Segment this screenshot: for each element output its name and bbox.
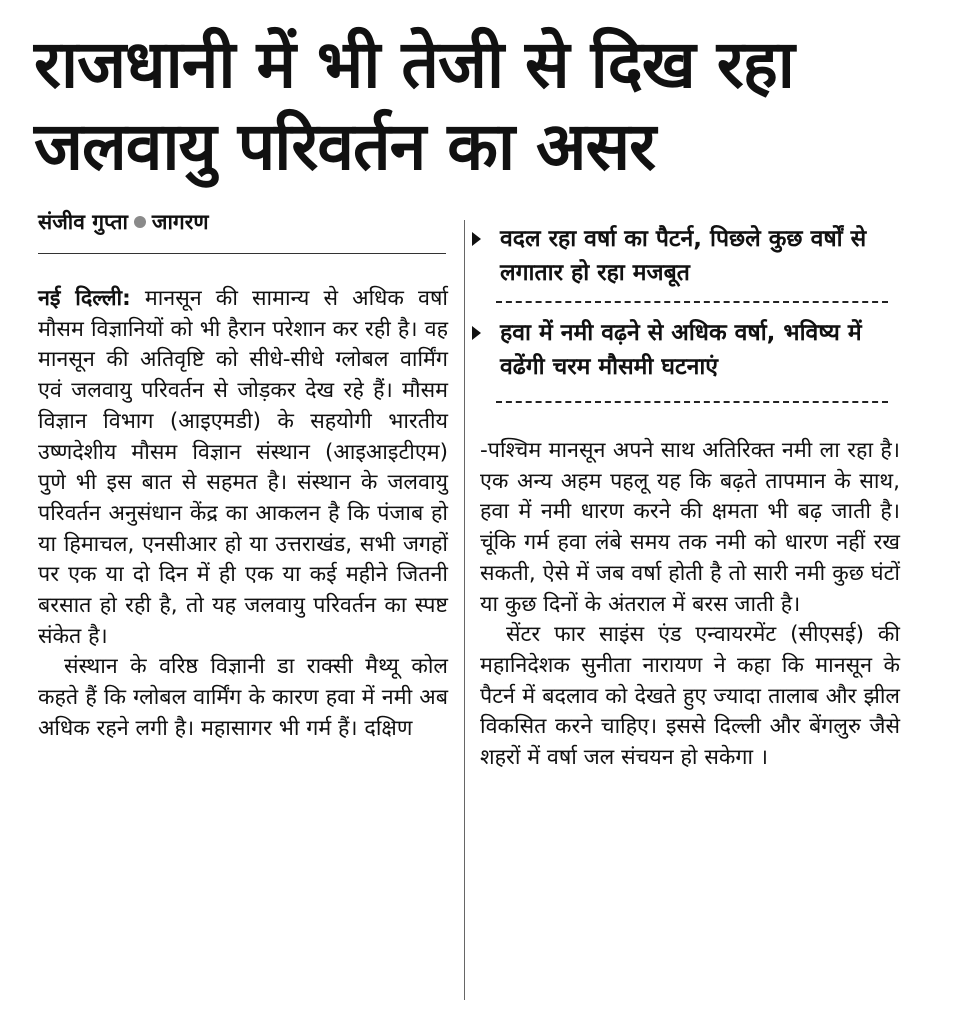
highlight-2-text: हवा में नमी वढ़ने से अधिक वर्षा, भविष्य में वढेंगी चरम मौसमी घटनाएं <box>500 320 862 380</box>
highlight-1-text: वदल रहा वर्षा का पैटर्न, पिछले कुछ वर्षों से लगातार हो रहा मजबूत <box>500 226 867 286</box>
byline-source: जागरण <box>151 210 209 234</box>
headline-line-1: राजधानी में भी तेजी से दिख रहा <box>34 26 794 103</box>
left-column <box>38 284 448 745</box>
dateline: नई दिल्ली: <box>38 286 131 311</box>
right-paragraph-1: -पश्चिम मानसून अपने साथ अतिरिक्त नमी ला रहा है। एक अन्य अहम पहलू यह कि बढ़ते तापमान के साथ, हवा में नमी धारण करने की क्षमता भी बढ़ जाती है। चूंकि गर्म हवा लंबे समय तक नमी को धारण नहीं रख सकती, ऐसे में जब वर्षा होती है तो सारी नमी कुछ घंटों या कुछ दिनों के अंतराल में बरस जाती है। <box>480 438 900 617</box>
article-headline <box>34 24 954 188</box>
highlight-arrow-icon <box>472 232 481 246</box>
left-paragraph-1-text: मानसून की सामान्य से अधिक वर्षा मौसम विज्ञानियों को भी हैरान परेशान कर रही है। वह मानसून की अतिवृष्टि को सीधे-सीधे ग्लोबल वार्मिंग एवं जलवायु परिवर्तन से जोड़कर देख रहे हैं। मौसम विज्ञान विभाग (आइएमडी) के सहयोगी भारतीय उष्णदेशीय मौसम विज्ञान संस्थान (आइआइटीएम) पुणे भी इस बात से सहमत है। संस्थान के जलवायु परिवर्तन अनुसंधान केंद्र का आकलन है कि पंजाब हो या हिमाचल, एनसीआर हो या उत्तराखंड, सभी जगहों पर एक या दो दिन में ही एक या कई महीने जितनी बरसात हो रही है, तो यह जलवायु परिवर्तन का स्पष्ट संकेत है। <box>38 286 448 649</box>
right-column <box>480 436 900 774</box>
left-paragraph-1 <box>38 284 448 652</box>
column-divider <box>464 220 465 1000</box>
dashed-rule-2 <box>496 401 888 403</box>
byline-rule <box>38 253 446 254</box>
right-paragraph-2: सेंटर फार साइंस एंड एन्वायरमेंट (सीएसई) की महानिदेशक सुनीता नारायण ने कहा कि मानसून के पैटर्न में बदलाव को देखते हुए ज्यादा तालाब और झील विकसित करने चाहिए। इससे दिल्ली और बेंगलुरु जैसे शहरों में वर्षा जल संचयन हो सकेगा । <box>480 622 900 771</box>
dashed-rule-1 <box>496 301 888 303</box>
left-paragraph-2: संस्थान के वरिष्ठ विज्ञानी डा राक्सी मैथ्यू कोल कहते हैं कि ग्लोबल वार्मिंग के कारण हवा में नमी अब अधिक रहने लगी है। महासागर भी गर्म हैं। दक्षिण <box>38 654 448 741</box>
highlight-arrow-icon <box>472 326 481 340</box>
highlight-2 <box>482 316 902 384</box>
byline <box>38 208 209 236</box>
highlight-1 <box>482 222 902 290</box>
byline-author: संजीव गुप्ता <box>38 210 128 234</box>
byline-separator-dot <box>134 216 146 228</box>
headline-line-2: जलवायु परिवर्तन का असर <box>34 108 656 185</box>
